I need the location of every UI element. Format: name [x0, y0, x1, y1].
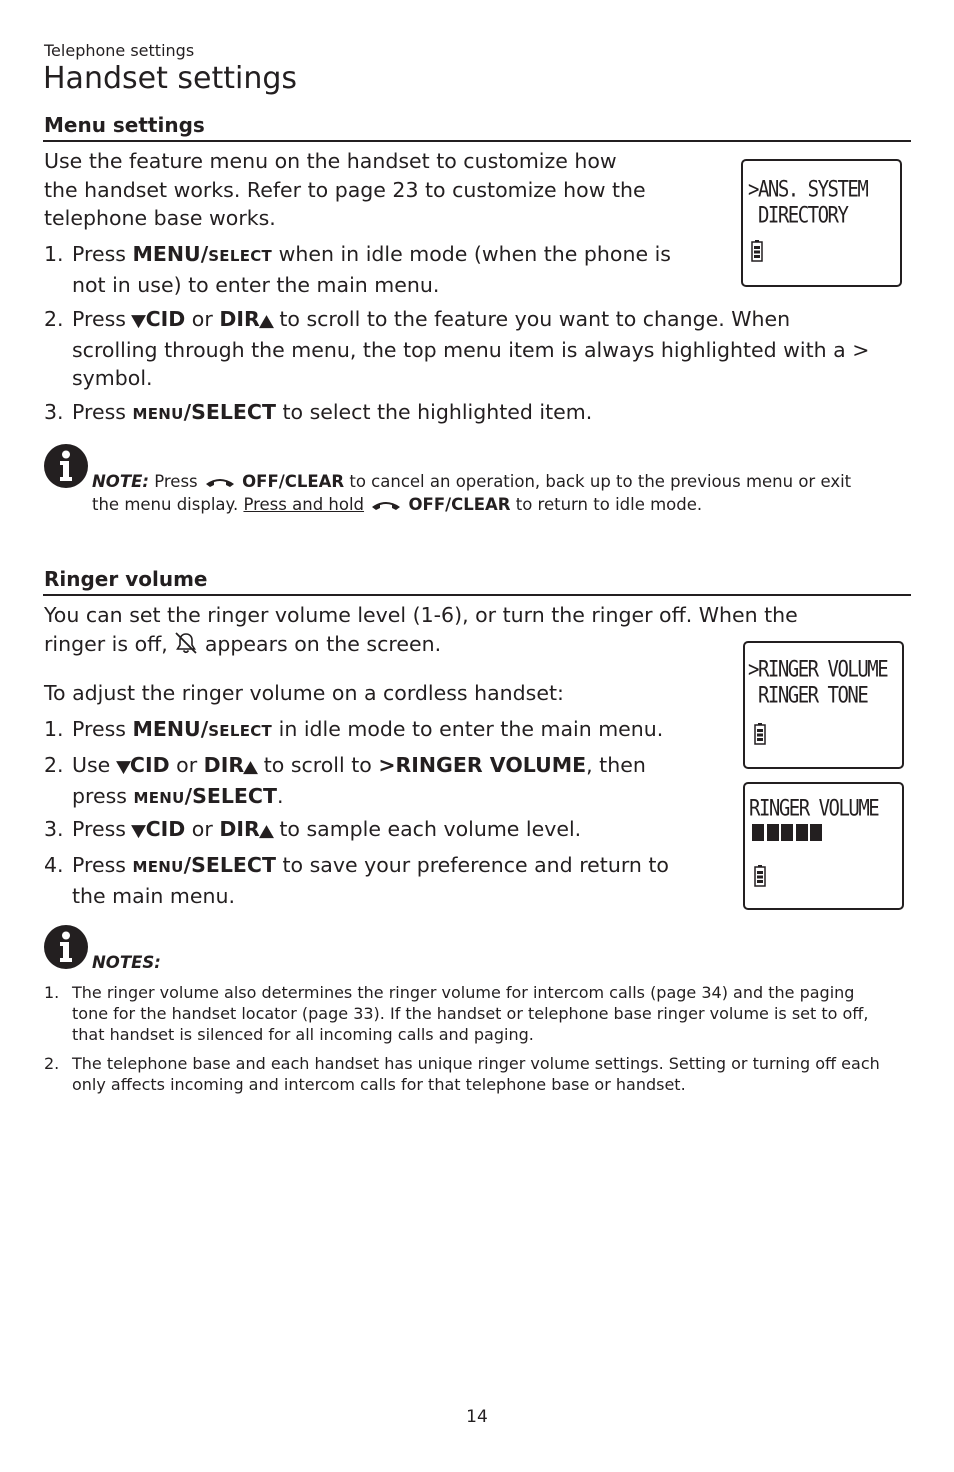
- step-word: or: [176, 753, 198, 777]
- step-number: 2.: [44, 753, 64, 777]
- notes-label-text: NOTES:: [92, 953, 161, 972]
- step-word: or: [191, 817, 213, 841]
- intro-line: Use the feature menu on the handset to customize how: [44, 149, 617, 173]
- key-menu: MENU/: [132, 717, 209, 741]
- note-number: 1.: [44, 983, 60, 1002]
- step-number: 1.: [44, 717, 64, 741]
- intro-line: You can set the ringer volume level (1-6), or turn the ringer off. When the: [44, 603, 798, 627]
- step-word: Press: [72, 817, 126, 841]
- lcd-line: DIRECTORY: [748, 203, 848, 229]
- section-heading-ringer-volume: Ringer volume: [44, 567, 208, 591]
- section-divider: [43, 594, 911, 596]
- up-arrow-icon: ▲: [258, 821, 274, 841]
- volume-bar: [767, 824, 779, 841]
- step-number: 4.: [44, 853, 64, 877]
- intro-line: telephone base works.: [44, 206, 276, 230]
- section-heading-menu-settings: Menu settings: [44, 113, 205, 137]
- step-word: or: [191, 307, 213, 331]
- down-arrow-icon: ▼: [131, 311, 147, 331]
- lcd-line: RINGER VOLUME: [749, 796, 879, 822]
- key-menu: MENU: [133, 788, 185, 807]
- note-line: The telephone base and each handset has unique ringer volume settings. Setting or turning off each: [72, 1054, 880, 1073]
- step-word: Press: [72, 307, 126, 331]
- note-line: [92, 493, 912, 516]
- step-line: scrolling through the menu, the top menu item is always highlighted with a >: [72, 337, 870, 362]
- note-text: to return to idle mode.: [515, 495, 703, 514]
- key-select: SELECT: [208, 722, 273, 740]
- breadcrumb: Telephone settings: [44, 41, 195, 60]
- down-arrow-icon: ▼: [115, 757, 131, 777]
- step-word: Press: [72, 717, 126, 741]
- step-word: Use: [72, 753, 111, 777]
- note-text: the menu display.: [92, 495, 239, 514]
- key-dir: DIR: [219, 307, 260, 331]
- step-text: in idle mode to enter the main menu.: [278, 717, 664, 741]
- step-text: to scroll to: [263, 753, 372, 777]
- note-word: Press: [154, 472, 198, 491]
- step-line: [72, 815, 752, 846]
- step-number: 3.: [44, 817, 64, 841]
- step-number: 1.: [44, 242, 64, 266]
- step-word: press: [72, 783, 127, 808]
- key-off-clear: OFF/CLEAR: [408, 495, 511, 514]
- volume-bar: [810, 824, 822, 841]
- info-icon: [44, 444, 88, 488]
- note-line: tone for the handset locator (page 33). If the handset or telephone base ringer volume is set to off,: [72, 1004, 869, 1023]
- key-select: /SELECT: [183, 853, 276, 877]
- step-word: Press: [72, 853, 126, 877]
- lcd-line: RINGER TONE: [748, 683, 868, 709]
- note-line: [92, 470, 912, 493]
- notes-label: [92, 951, 161, 974]
- key-menu: MENU: [132, 405, 184, 423]
- step-line: [72, 715, 752, 746]
- note-line: The ringer volume also determines the ringer volume for intercom calls (page 34) and the paging: [72, 983, 855, 1002]
- step-line: Press ▼CID or DIR▲ to scroll to the feature you want to change. When: [72, 305, 917, 336]
- key-menu: MENU: [132, 858, 184, 876]
- volume-bar: [752, 824, 764, 841]
- menu-settings-intro: [44, 147, 646, 233]
- lcd-screen-main-menu: [741, 159, 902, 287]
- key-select: SELECT: [208, 247, 273, 265]
- page-title: Handset settings: [43, 61, 298, 96]
- note-label: NOTE:: [92, 472, 149, 491]
- lcd-line: >RINGER VOLUME: [748, 657, 888, 683]
- key-cid: CID: [145, 307, 186, 331]
- step-line: the main menu.: [72, 883, 235, 908]
- up-arrow-icon: ▲: [258, 311, 274, 331]
- step-line: [72, 751, 752, 782]
- off-hook-phone-icon: [371, 500, 401, 512]
- key-off-clear: OFF/CLEAR: [242, 472, 345, 491]
- step-word: Press: [72, 400, 126, 424]
- lcd-screen-ringer-menu: [743, 641, 904, 769]
- note-menu-settings: [92, 470, 912, 516]
- key-dir: DIR: [203, 753, 245, 777]
- battery-icon: [751, 240, 763, 262]
- section-divider: [43, 140, 911, 142]
- note-text: to cancel an operation, back up to the previous menu or exit: [349, 472, 852, 491]
- intro-line: the handset works. Refer to page 23 to customize how the: [44, 177, 646, 202]
- up-arrow-icon: ▲: [243, 757, 259, 777]
- key-menu: MENU/: [132, 242, 209, 266]
- page-number: 14: [466, 1407, 488, 1427]
- volume-level-bars: [752, 824, 825, 841]
- step-number: 3.: [44, 400, 64, 424]
- step-line: not in use) to enter the main menu.: [72, 272, 440, 297]
- step-text: to save your preference and return to: [282, 853, 669, 877]
- key-cid: CID: [129, 753, 170, 777]
- step-line: [72, 782, 752, 813]
- note-line: only affects incoming and intercom calls for that telephone base or handset.: [72, 1075, 686, 1094]
- step-word: Press: [72, 242, 126, 266]
- key-select: /SELECT: [183, 400, 276, 424]
- intro-text: ringer is off,: [44, 631, 168, 656]
- note-number: 2.: [44, 1054, 60, 1073]
- volume-bar: [781, 824, 793, 841]
- key-select: /SELECT: [184, 783, 277, 808]
- step-text: , then: [586, 753, 646, 777]
- note-text-underlined: Press and hold: [243, 495, 365, 514]
- step-line: symbol.: [72, 366, 153, 390]
- off-hook-phone-icon: [205, 477, 235, 489]
- ringer-adjust-intro: To adjust the ringer volume on a cordless handset:: [44, 681, 564, 705]
- key-dir: DIR: [219, 817, 260, 841]
- lcd-line: >ANS. SYSTEM: [748, 177, 868, 203]
- step-number: 2.: [44, 307, 64, 331]
- step-line: Press MENU/SELECT when in idle mode (when the phone is: [72, 242, 671, 266]
- battery-icon: [754, 723, 766, 745]
- menu-target: >RINGER VOLUME: [378, 753, 587, 777]
- lcd-screen-ringer-volume: [743, 782, 904, 910]
- info-icon: [44, 925, 88, 969]
- step-line: [72, 851, 752, 882]
- battery-icon: [754, 865, 766, 887]
- down-arrow-icon: ▼: [131, 821, 147, 841]
- step-text: .: [276, 783, 284, 808]
- intro-text: appears on the screen.: [204, 631, 442, 656]
- note-line: that handset is silenced for all incoming calls and paging.: [72, 1025, 534, 1044]
- key-cid: CID: [145, 817, 186, 841]
- step-text: to sample each volume level.: [279, 817, 582, 841]
- ringer-off-icon: [174, 631, 198, 655]
- step-line: Press MENU/SELECT to select the highlighted item.: [72, 400, 593, 424]
- volume-bar: [796, 824, 808, 841]
